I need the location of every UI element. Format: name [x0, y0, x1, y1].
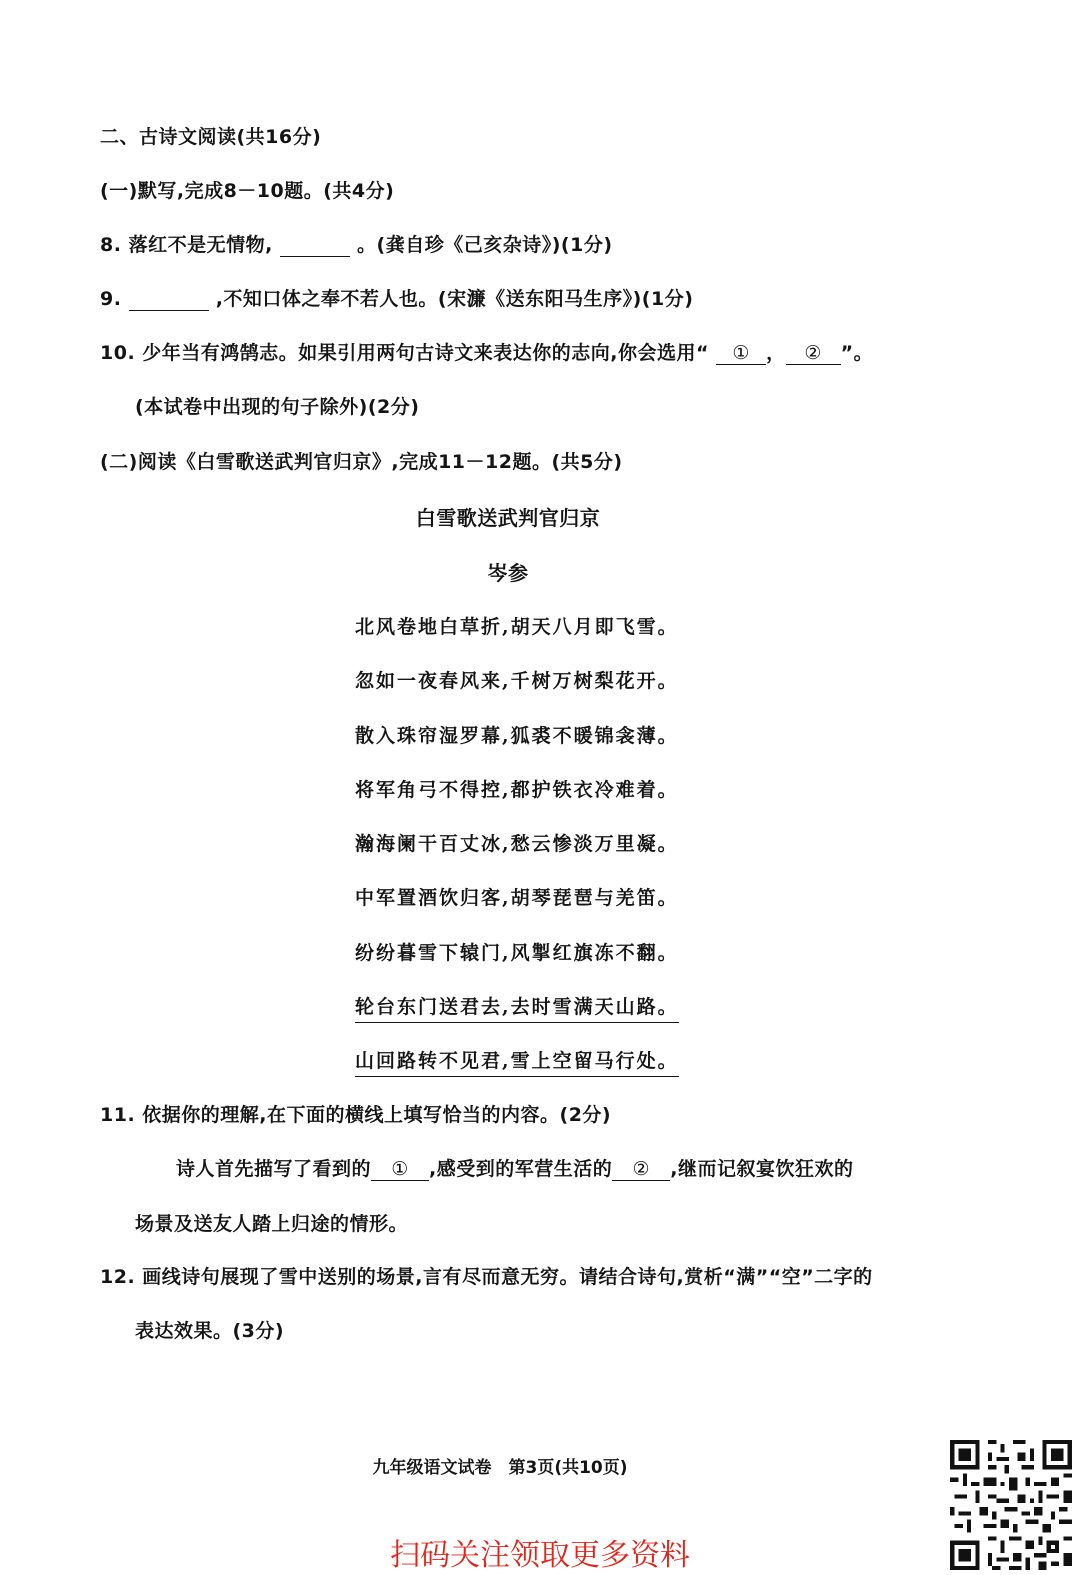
q9-text-b: ,不知口体之奉不若人也。(宋濂《送东阳马生序》)(1分)	[215, 288, 694, 310]
question-12	[100, 1262, 873, 1289]
question-9	[100, 284, 693, 311]
poem-line: 忽如一夜春风来,千树万树梨花开。	[355, 670, 679, 692]
q10-text-end: ”。	[840, 342, 874, 364]
q11-blank-2[interactable]: ②	[612, 1158, 670, 1181]
q9-answer-blank[interactable]	[129, 288, 209, 311]
qr-code-icon[interactable]	[950, 1440, 1072, 1570]
q10-text-a: 少年当有鸿鹄志。如果引用两句古诗文来表达你的志向,你会选用“	[142, 342, 710, 364]
question-10	[100, 338, 873, 365]
q12-text-line1: 画线诗句展现了雪中送别的场景,言有尽而意无穷。请结合诗句,赏析“满”“空”二字的	[142, 1266, 873, 1288]
poem-line: 将军角弓不得控,都护铁衣冷难着。	[355, 779, 679, 801]
q11-text-b: ,感受到的军营生活的	[429, 1158, 613, 1180]
poem-line: 瀚海阑干百丈冰,愁云惨淡万里凝。	[355, 833, 679, 855]
poem-line: 散入珠帘湿罗幕,狐裘不暖锦衾薄。	[355, 725, 679, 747]
underlined-poem-text: 山回路转不见君,雪上空留马行处。	[355, 1050, 679, 1077]
q12-text-line2: 表达效果。(3分)	[135, 1320, 285, 1342]
poem-line-underlined	[355, 1046, 679, 1073]
q11-fill-line	[176, 1154, 853, 1181]
q10-number: 10.	[100, 342, 136, 364]
question-8	[100, 230, 613, 257]
poem-title: 白雪歌送武判官归京	[415, 506, 601, 530]
q10-note: (本试卷中出现的句子除外)(2分)	[135, 396, 420, 418]
question-11	[100, 1100, 611, 1127]
section-heading: 二、古诗文阅读(共16分)	[100, 126, 322, 148]
q10-blank-1[interactable]: ①	[716, 342, 766, 365]
part2-heading: (二)阅读《白雪歌送武判官归京》,完成11－12题。(共5分)	[100, 451, 623, 473]
q9-number: 9.	[100, 288, 122, 310]
q8-text-a: 落红不是无情物,	[128, 234, 273, 256]
poem-line-underlined	[355, 992, 679, 1019]
q10-separator: ，	[766, 342, 786, 364]
q8-text-b: 。(龚自珍《己亥杂诗》)(1分)	[357, 234, 613, 256]
promo-banner[interactable]: 扫码关注领取更多资料	[390, 1538, 690, 1573]
q11-prompt: 依据你的理解,在下面的横线上填写恰当的内容。(2分)	[142, 1104, 612, 1126]
poem-line: 纷纷暮雪下辕门,风掣红旗冻不翻。	[355, 942, 679, 964]
poem-line: 中军置酒饮归客,胡琴琵琶与羌笛。	[355, 887, 679, 909]
q11-text-c: ,继而记叙宴饮狂欢的	[670, 1158, 854, 1180]
q11-text-line2: 场景及送友人踏上归途的情形。	[135, 1213, 409, 1235]
q8-number: 8.	[100, 234, 122, 256]
poem-author: 岑参	[487, 561, 529, 585]
q11-number: 11.	[100, 1104, 136, 1126]
q11-blank-1[interactable]: ①	[371, 1158, 429, 1181]
q8-answer-blank[interactable]	[280, 234, 350, 257]
part1-heading: (一)默写,完成8－10题。(共4分)	[100, 180, 395, 202]
underlined-poem-text: 轮台东门送君去,去时雪满天山路。	[355, 996, 679, 1023]
page-footer: 九年级语文试卷 第3页(共10页)	[372, 1458, 628, 1478]
q10-blank-2[interactable]: ②	[786, 342, 841, 365]
poem-line: 北风卷地白草折,胡天八月即飞雪。	[355, 616, 679, 638]
q11-text-a: 诗人首先描写了看到的	[176, 1158, 372, 1180]
q12-number: 12.	[100, 1266, 136, 1288]
